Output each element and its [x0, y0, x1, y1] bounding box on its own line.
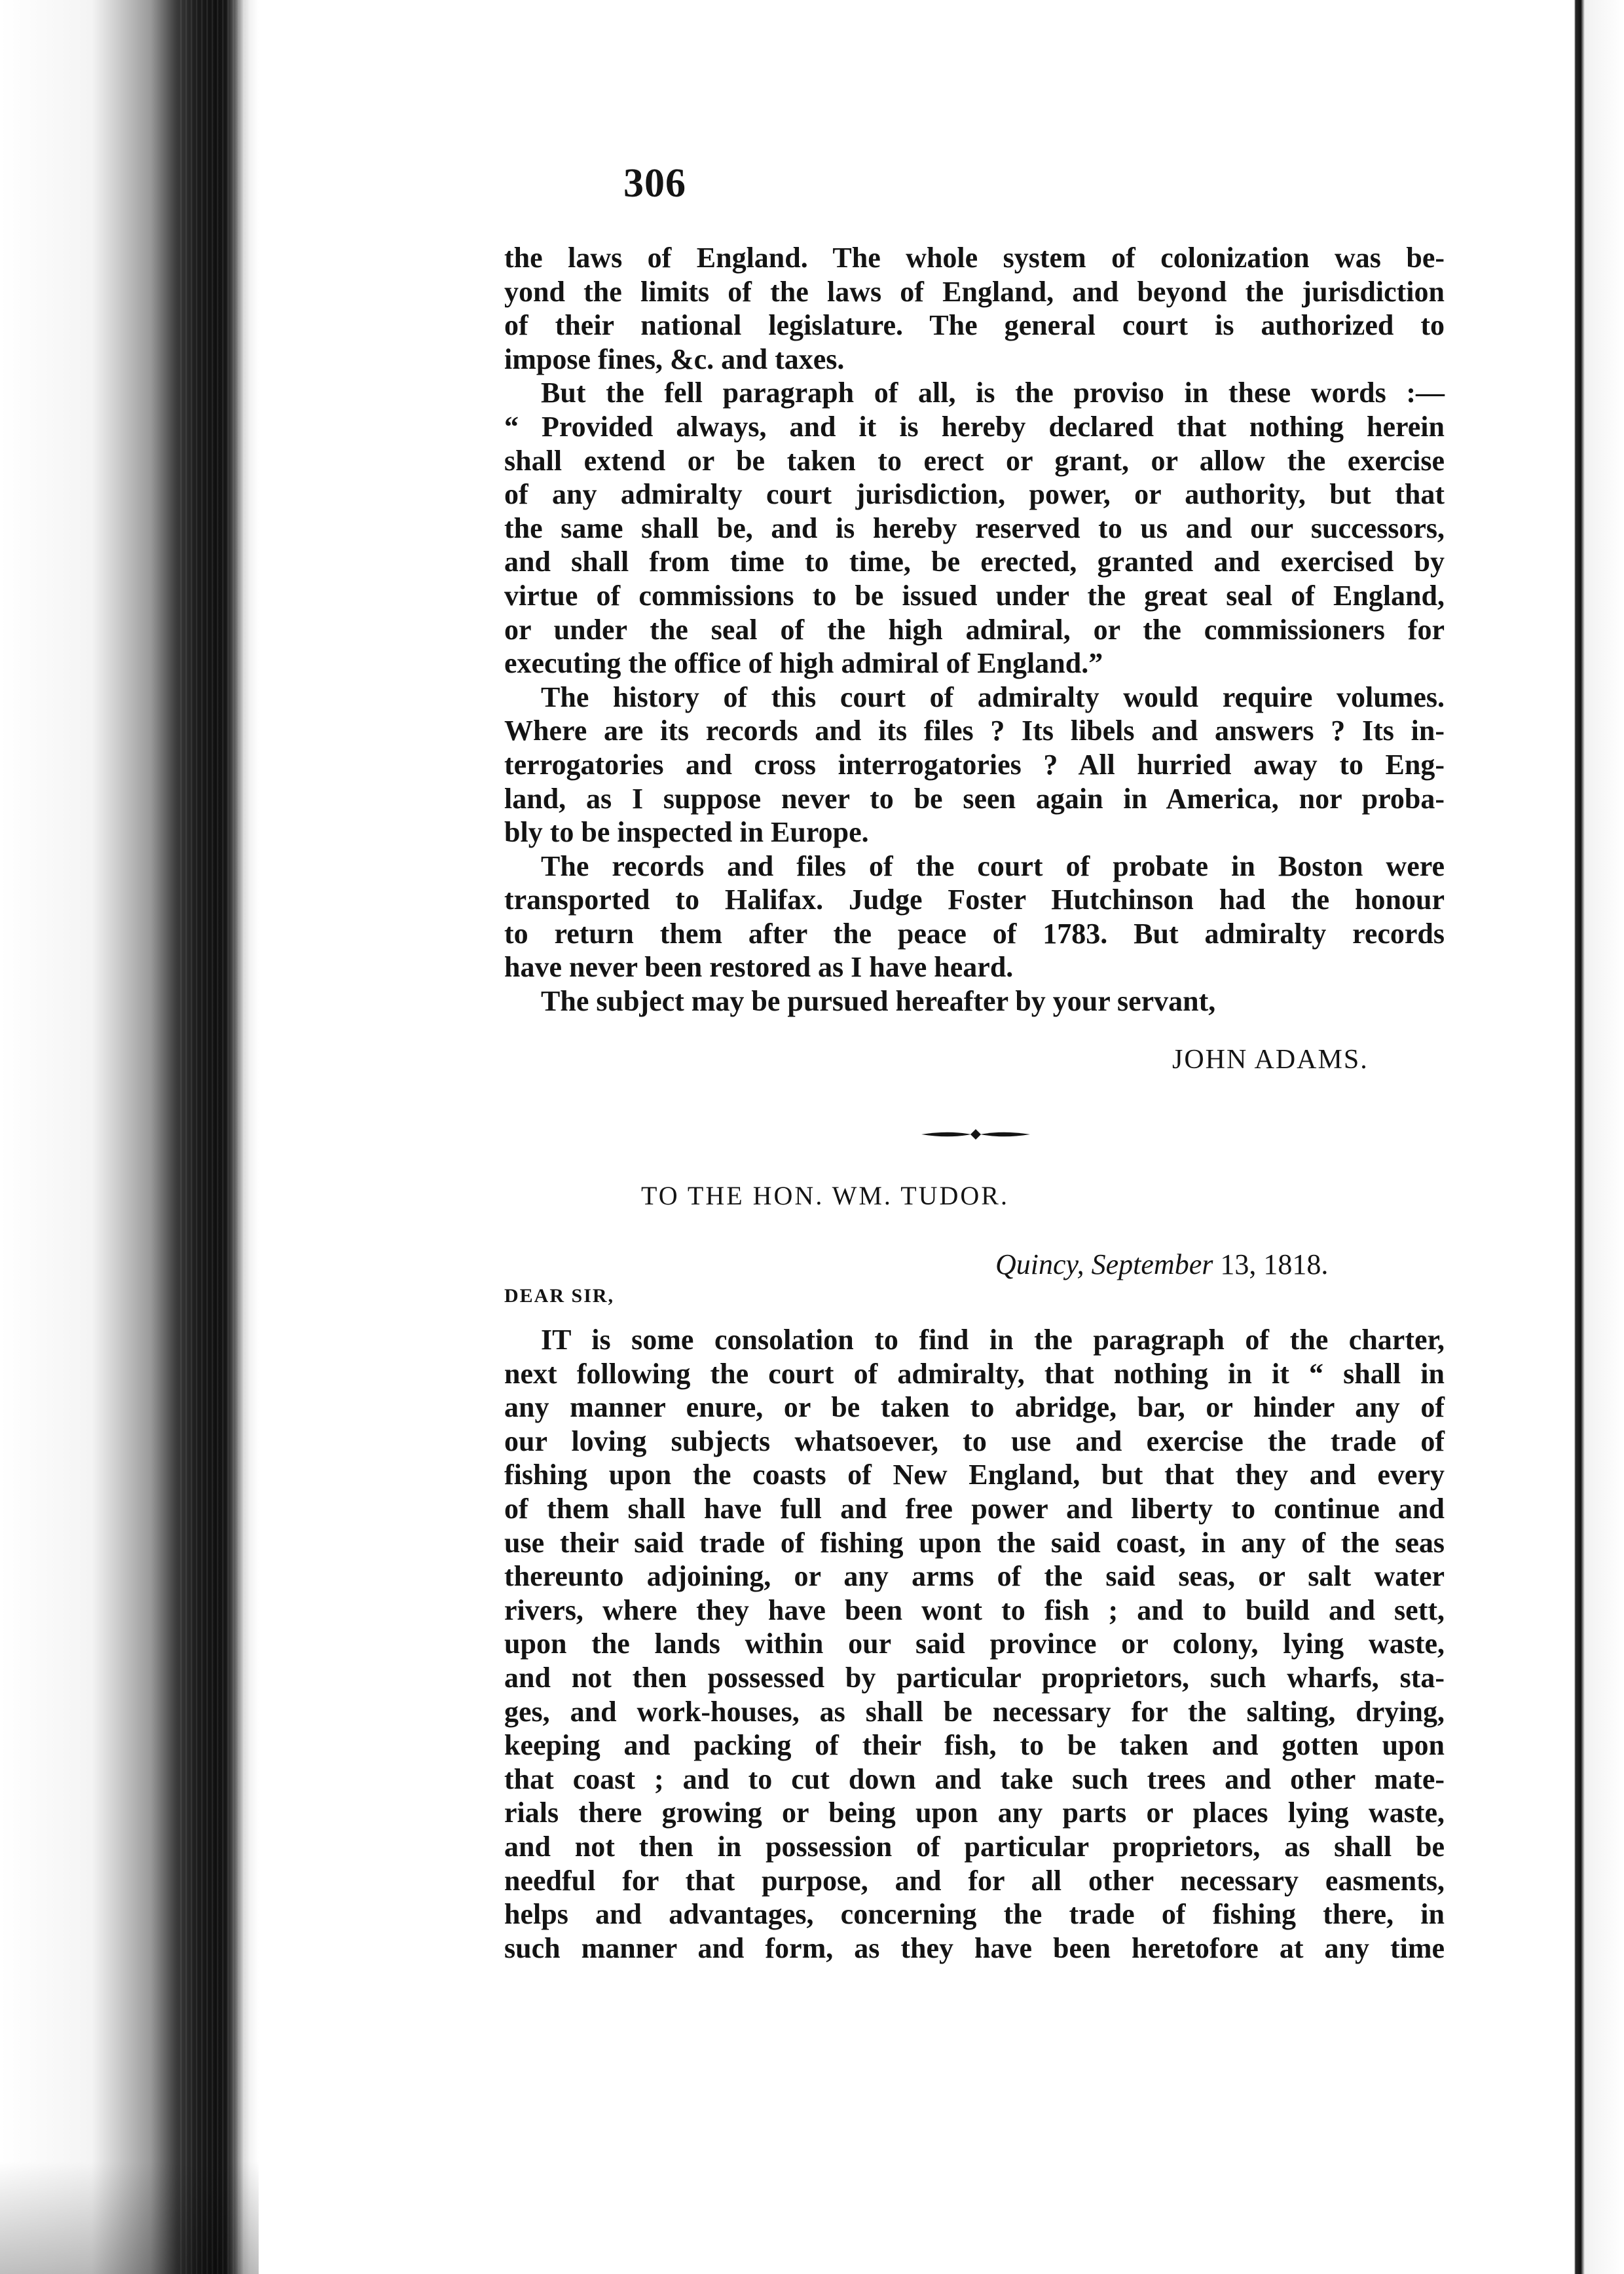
text-line: ges, and work-houses, as shall be necessary for the salting, drying,	[504, 1695, 1445, 1728]
text-line: such manner and form, as they have been heretofore at any time	[504, 1931, 1445, 1964]
text-line: use their said trade of fishing upon the said coast, in any of the seas	[504, 1526, 1445, 1559]
text-line: helps and advantages, concerning the trade of fishing there, in	[504, 1898, 1445, 1931]
text-line: The history of this court of admiralty would require volumes.	[541, 680, 1445, 713]
text-line: transported to Halifax. Judge Foster Hutchinson had the honour	[504, 884, 1445, 916]
text-line: and not then possessed by particular proprietors, such wharfs, sta-	[504, 1661, 1445, 1694]
text-line: Where are its records and its files ? Its libels and answers ? Its in-	[504, 715, 1445, 747]
letter-text-lower	[504, 1323, 1445, 1965]
text-line: next following the court of admiralty, that nothing in it “ shall in	[504, 1357, 1445, 1390]
signature: JOHN ADAMS.	[1172, 1045, 1369, 1075]
text-line: the same shall be, and is hereby reserved to us and our successors,	[504, 512, 1445, 544]
text-line: virtue of commissions to be issued under the great seal of England,	[504, 579, 1445, 612]
text-line: IT is some consolation to find in the paragraph of the charter,	[541, 1324, 1445, 1356]
dateline	[995, 1248, 1328, 1281]
text-line: any manner enure, or be taken to abridge, bar, or hinder any of	[504, 1391, 1445, 1424]
ornament-divider	[920, 1127, 1031, 1142]
letter-heading: TO THE HON. WM. TUDOR.	[641, 1181, 1009, 1210]
page-right-edge	[1565, 0, 1624, 2274]
text-line: rivers, where they have been wont to fish ; and to build and sett,	[504, 1594, 1445, 1626]
text-line: upon the lands within our said province or colony, lying waste,	[504, 1628, 1445, 1660]
text-line: land, as I suppose never to be seen again in America, nor proba-	[504, 782, 1445, 815]
text-line: The records and files of the court of probate in Boston were	[541, 849, 1445, 882]
text-line: yond the limits of the laws of England, and beyond the jurisdiction	[504, 275, 1445, 308]
gutter-shadow	[0, 2161, 259, 2274]
page-number: 306	[623, 161, 686, 206]
text-line: keeping and packing of their fish, to be taken and gotten upon	[504, 1729, 1445, 1762]
text-line: of any admiralty court jurisdiction, power, or authority, but that	[504, 478, 1445, 511]
text-line: But the fell paragraph of all, is the proviso in these words :—	[541, 377, 1445, 409]
text-line: and not then in possession of particular proprietors, as shall be	[504, 1830, 1445, 1863]
text-line: have never been restored as I have heard.	[504, 951, 1014, 984]
text-line: the laws of England. The whole system of colonization was be-	[504, 242, 1445, 274]
text-line: “ Provided always, and it is hereby declared that nothing herein	[504, 410, 1445, 443]
dateline-day-year: 13, 1818.	[1220, 1248, 1329, 1280]
text-line: that coast ; and to cut down and take such trees and other mate-	[504, 1762, 1445, 1795]
text-line: fishing upon the coasts of New England, but that they and every	[504, 1459, 1445, 1491]
text-line: and shall from time to time, be erected, granted and exercised by	[504, 546, 1445, 578]
text-line: bly to be inspected in Europe.	[504, 816, 869, 849]
text-line: to return them after the peace of 1783. But admiralty records	[504, 917, 1445, 950]
text-line: terrogatories and cross interrogatories ? All hurried away to Eng-	[504, 748, 1445, 781]
text-line: thereunto adjoining, or any arms of the said seas, or salt water	[504, 1560, 1445, 1593]
text-line: shall extend or be taken to erect or grant, or allow the exercise	[504, 444, 1445, 477]
text-line: or under the seal of the high admiral, or the commissioners for	[504, 613, 1445, 646]
text-line: of their national legislature. The general court is authorized to	[504, 309, 1445, 342]
text-line: of them shall have full and free power and liberty to continue and	[504, 1492, 1445, 1525]
text-line: needful for that purpose, and for all other necessary easments,	[504, 1864, 1445, 1897]
text-line: executing the office of high admiral of England.”	[504, 647, 1103, 680]
text-line: The subject may be pursued hereafter by your servant,	[541, 985, 1216, 1018]
gutter-streaks	[177, 0, 249, 2274]
dateline-place: Quincy,	[995, 1248, 1084, 1280]
letter-text-upper	[504, 241, 1445, 1018]
text-line: our loving subjects whatsoever, to use and exercise the trade of	[504, 1425, 1445, 1457]
dateline-month: September	[1091, 1248, 1213, 1280]
text-line: rials there growing or being upon any parts or places lying waste,	[504, 1797, 1445, 1829]
text-line: impose fines, &c. and taxes.	[504, 343, 845, 375]
salutation: DEAR SIR,	[504, 1285, 615, 1307]
